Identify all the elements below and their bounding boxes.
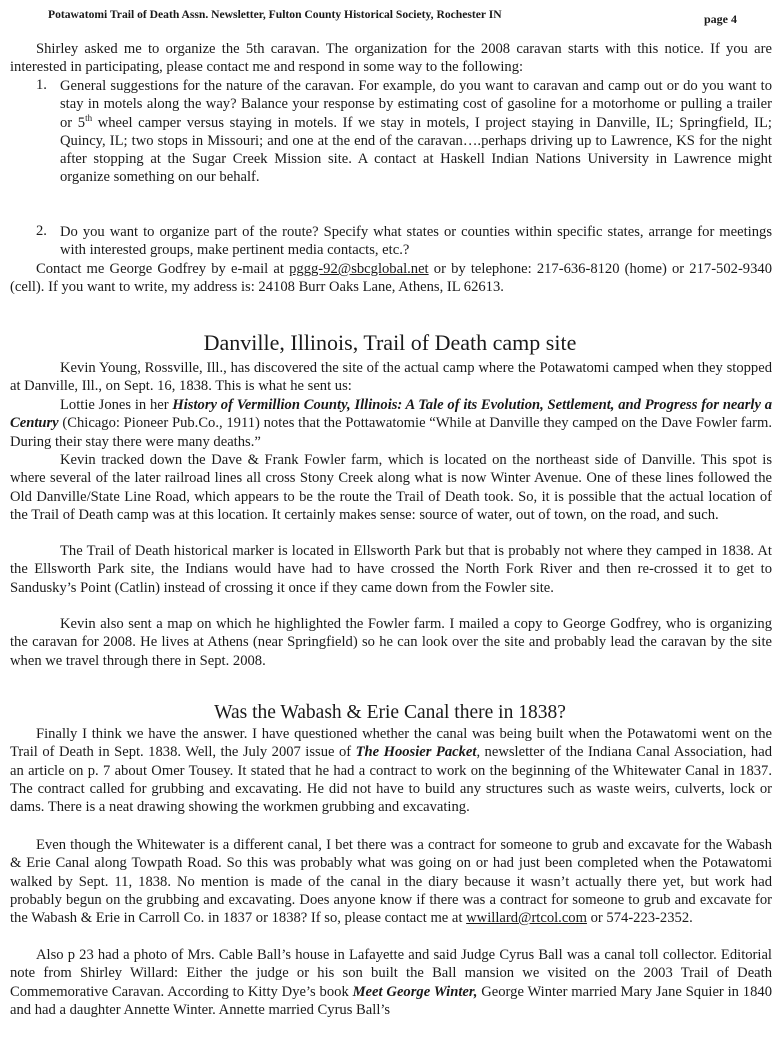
canal-paragraph-3 <box>10 946 772 1019</box>
list-number-2: 2. <box>36 223 47 239</box>
page-header <box>0 6 780 26</box>
canal-p3-text-a: Also p 23 had a photo of Mrs. Cable Ball’s house in Lafayette and said Judge Cyrus Ball was a canal toll collector. Editorial note from Shirley Willard: Either the judge or his son built the Ball mansion we visited on the 2003 Trail of Death Commemorative Caravan. According to Kitty Dye’s book <box>10 947 772 1000</box>
book-title-meet-george-winter: Meet George Winter, <box>352 983 478 1000</box>
caravan-intro: Shirley asked me to organize the 5th caravan. The organization for the 2008 caravan starts with this notice. If you are interested in participating, please contact me and respond in some way to the following: <box>10 41 772 76</box>
contact-text-a: Contact me George Godfrey by e-mail at <box>36 261 290 277</box>
danville-paragraph-3: Kevin tracked down the Dave & Frank Fowler farm, which is located on the northeast side of Danville. This spot is where several of the later railroad lines all cross Stony Creek along what is now Winter Avenue. One of these lines followed the Old Danville/State Line Road, which appears to be the route the Trail of Death took. So, it is possible that the actual location of the Trail of Death camp was at this location. It certainly makes sense: source of water, out of town, on the road, and such. <box>10 452 772 523</box>
canal-p2-text-a: Even though the Whitewater is a different canal, I bet there was a contract for someone to grub and excavate for the Wabash & Erie Canal along Towpath Road. So this was probably what was going on or had just been completed when the Potawatomi walked by Sept. 11, 1838. No mention is made of the canal in the diary because it wasn’t actually there yet, but work had probably begun on the grubbing and excavating. Does anyone know if there was a contract for someone to grub and excavate for the Wabash & Erie in Carroll Co. in 1837 or 1838? If so, please contact me at <box>10 837 772 927</box>
canal-p2-text-b: or 574-223-2352. <box>586 910 693 927</box>
caravan-item-1-sup: th <box>85 112 93 123</box>
list-number-1: 1. <box>36 77 47 93</box>
caravan-item-1-text-a: General suggestions for the nature of the caravan. For example, do you want to caravan and camp out or do you want to stay in motels along the way? Balance your response by estimating cost of gasoline for a motorhome or pulling a trailer or 5 <box>60 78 772 131</box>
contact-text-b: or by telephone: 217-636-8120 (home) or 217-502-9340 (cell). If you want to write, my address is: 24108 Burr Oaks Lane, Athens, IL 62613. <box>10 261 772 296</box>
danville-paragraph-1: Kevin Young, Rossville, Ill., has discovered the site of the actual camp where the Potawatomi camped when they stopped at Danville, Ill., on Sept. 16, 1838. This is what he sent us: <box>10 360 772 395</box>
caravan-item-2: Do you want to organize part of the route? Specify what states or counties within specific states, arrange for meetings with interested groups, make pertinent media contacts, etc.? <box>60 224 772 259</box>
canal-p1-text-a: Finally I think we have the answer. I have questioned whether the canal was being built when the Potawatomi went on the Trail of Death in Sept. 1838. Well, the July 2007 issue of <box>10 726 772 761</box>
caravan-item-1 <box>60 77 772 187</box>
canal-p1-text-b: , newsletter of the Indiana Canal Association, had an article on p. 7 about Omer Tousey. It stated that he had a contract to work on the beginning of the Whitewater Canal in 1837. The contract called for grubbing and excavating. He did not have to build any structures such as waste weirs, culverts, lock or dams. There is a neat drawing showing the workmen grubbing and excavating. <box>10 744 772 816</box>
danville-heading: Danville, Illinois, Trail of Death camp site <box>203 330 577 355</box>
danville-paragraph-2 <box>10 396 772 451</box>
danville-p2-text-b: (Chicago: Pioneer Pub.Co., 1911) notes that the Pottawatomie “While at Danville they camped on the Dave Fowler farm. During their stay there were many deaths.” <box>10 415 772 450</box>
caravan-item-1-text-b: wheel camper versus staying in motels. If we stay in motels, I project staying in Danville, IL; Springfield, IL; Quincy, IL; two stops in Missouri; and one at the end of the caravan….perhaps driving up to Lawrence, KS for the night after stopping at the Sugar Creek Mission site. A contact at Haskell Indian Nations University in Lawrence might organize something on our behalf. <box>60 114 772 186</box>
danville-paragraph-4: The Trail of Death historical marker is located in Ellsworth Park but that is probably not where they camped in 1838. At the Ellsworth Park site, the Indians would have had to have crossed the North Fork River and then re-crossed it to get to Sandusky’s Point (Catlin) instead of crossing it once if they came down from the Fowler site. <box>10 543 772 596</box>
periodical-title-hoosier-packet: The Hoosier Packet <box>355 744 477 761</box>
canal-paragraph-2 <box>10 836 772 927</box>
canal-p3-text-b: George Winter married Mary Jane Squier in 1840 and had a daughter Annette Winter. Annette married Cyrus Ball’s <box>10 983 772 1018</box>
canal-paragraph-1 <box>10 725 772 816</box>
page-number: page 4 <box>704 12 737 26</box>
caravan-contact <box>10 260 772 297</box>
contact-email-link[interactable]: pggg-92@sbcglobal.net <box>289 261 429 277</box>
canal-email-link[interactable]: wwillard@rtcol.com <box>466 910 587 927</box>
newsletter-title: Potawatomi Trail of Death Assn. Newsletter, Fulton County Historical Society, Rochester IN <box>48 8 502 21</box>
danville-p2-text-a: Lottie Jones in her <box>60 397 173 413</box>
canal-heading: Was the Wabash & Erie Canal there in 1838? <box>214 702 566 723</box>
book-title-vermillion: History of Vermillion County, Illinois: A Tale of its Evolution, Settlement, and Progress for nearly a Century <box>10 397 772 432</box>
danville-paragraph-5: Kevin also sent a map on which he highlighted the Fowler farm. I mailed a copy to George Godfrey, who is organizing the caravan for 2008. He lives at Athens (near Springfield) so he can look over the site and probably lead the caravan by the site when we travel through there in Sept. 2008. <box>10 616 772 669</box>
